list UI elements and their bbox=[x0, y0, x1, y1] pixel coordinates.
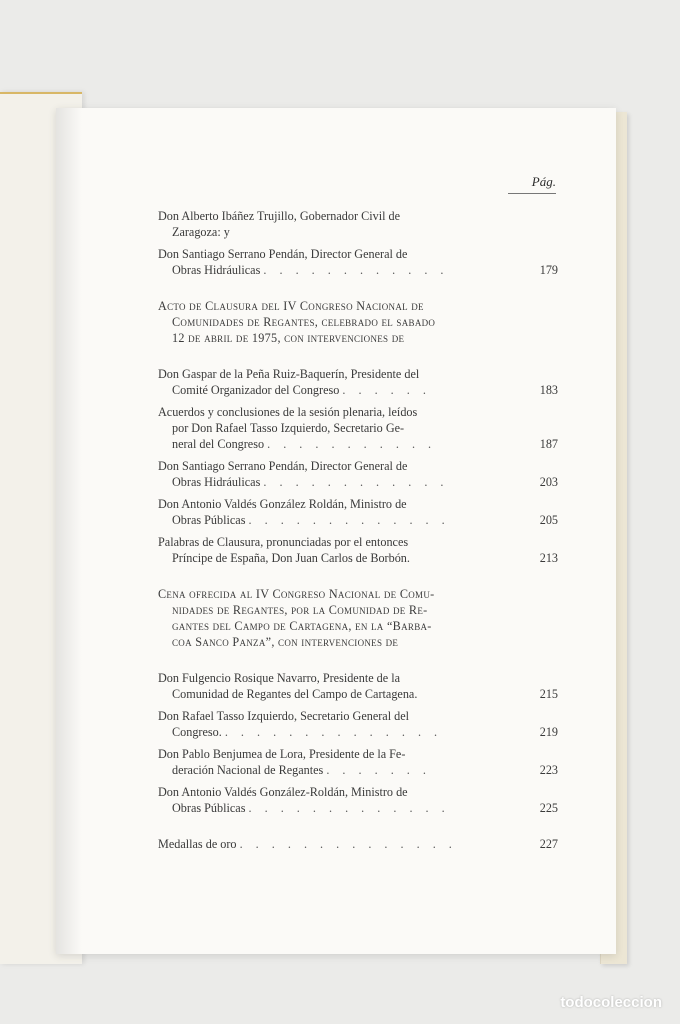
toc-entry-line bbox=[158, 262, 518, 278]
leader-dots: . . . . . . . . . . . . . bbox=[248, 513, 450, 527]
page-number: 213 bbox=[539, 551, 558, 565]
leader-dots: . . . . . . . . . . . . . . bbox=[239, 837, 457, 851]
toc-entry-line: Don Santiago Serrano Pendán, Director General de bbox=[158, 459, 408, 473]
toc-entry-line bbox=[158, 436, 518, 452]
leader-dots: . . . . . . bbox=[342, 383, 431, 397]
leader-dots: . . . . . . . . . . . . . bbox=[248, 801, 450, 815]
toc-entry-line bbox=[158, 836, 518, 852]
toc-entry-line bbox=[158, 800, 518, 816]
toc-entry-line bbox=[158, 762, 518, 778]
page-number: 179 bbox=[539, 263, 558, 277]
page-number: 215 bbox=[539, 687, 558, 701]
page-number: 203 bbox=[539, 475, 558, 489]
toc-entry-line bbox=[158, 382, 518, 398]
toc-entry bbox=[158, 534, 558, 566]
page-number: 227 bbox=[539, 837, 558, 851]
toc-entry-line bbox=[158, 724, 518, 740]
toc-entry-text: Obras Hidráulicas bbox=[172, 475, 261, 489]
toc-entry-line: Comunidad de Regantes del Campo de Cartagena. bbox=[172, 687, 418, 701]
toc-entry-line: Príncipe de España, Don Juan Carlos de Borbón. bbox=[172, 551, 410, 565]
leader-dots: . . . . . . . . . . . bbox=[267, 437, 437, 451]
section-heading bbox=[158, 586, 558, 650]
toc-entry-line: Don Gaspar de la Peña Ruiz-Baquerín, Presidente del bbox=[158, 367, 420, 381]
toc-entry-line: Zaragoza: y bbox=[172, 225, 230, 239]
leader-dots: . . . . . . . bbox=[326, 763, 431, 777]
page-number: 225 bbox=[539, 801, 558, 815]
section-line: gantes del Campo de Cartagena, en la “Barba- bbox=[172, 619, 432, 633]
toc-entry-line bbox=[158, 474, 518, 490]
book-page bbox=[56, 108, 616, 954]
toc-entry bbox=[158, 208, 558, 240]
table-of-contents bbox=[158, 208, 558, 852]
toc-entry bbox=[158, 836, 558, 852]
section-heading bbox=[158, 298, 558, 346]
toc-entry-line: Don Antonio Valdés González-Roldán, Ministro de bbox=[158, 785, 408, 799]
toc-entry bbox=[158, 366, 558, 398]
toc-entry-text: Obras Públicas bbox=[172, 801, 246, 815]
page-number: 223 bbox=[539, 763, 558, 777]
page-number: 219 bbox=[539, 725, 558, 739]
leader-dots: . . . . . . . . . . . . bbox=[263, 475, 449, 489]
toc-entry-line: Don Rafael Tasso Izquierdo, Secretario General del bbox=[158, 709, 410, 723]
toc-entry-line: Palabras de Clausura, pronunciadas por el entonces bbox=[158, 535, 409, 549]
toc-entry bbox=[158, 496, 558, 528]
toc-entry-text: Obras Hidráulicas bbox=[172, 263, 261, 277]
section-line: Cena ofrecida al IV Congreso Nacional de Comu- bbox=[158, 587, 435, 601]
toc-entry-line: por Don Rafael Tasso Izquierdo, Secretario Ge- bbox=[172, 421, 405, 435]
toc-entry-line: Don Alberto Ibáñez Trujillo, Gobernador Civil de bbox=[158, 209, 401, 223]
toc-entry-line: Don Antonio Valdés González Roldán, Ministro de bbox=[158, 497, 407, 511]
toc-entry-line: Acuerdos y conclusiones de la sesión plenaria, leídos bbox=[158, 405, 418, 419]
toc-entry-line: Don Pablo Benjumea de Lora, Presidente de la Fe- bbox=[158, 747, 406, 761]
toc-entry-text: Medallas de oro bbox=[158, 837, 237, 851]
section-line: Acto de Clausura del IV Congreso Nacional de bbox=[158, 299, 424, 313]
leader-dots: . . . . . . . . . . . . bbox=[263, 263, 449, 277]
toc-entry bbox=[158, 670, 558, 702]
page-number: 187 bbox=[539, 437, 558, 451]
section-line: nidades de Regantes, por la Comunidad de Re- bbox=[172, 603, 428, 617]
toc-entry-text: deración Nacional de Regantes bbox=[172, 763, 324, 777]
toc-entry-text: Obras Públicas bbox=[172, 513, 246, 527]
page-number: 183 bbox=[539, 383, 558, 397]
watermark-logo: todocoleccion bbox=[560, 994, 662, 1011]
page-column-header: Pág. bbox=[508, 174, 556, 194]
toc-entry bbox=[158, 784, 558, 816]
section-line: coa Sanco Panza”, con intervenciones de bbox=[172, 635, 399, 649]
toc-entry-text: Congreso. bbox=[172, 725, 222, 739]
toc-entry-text: neral del Congreso bbox=[172, 437, 265, 451]
section-line: 12 de abril de 1975, con intervenciones de bbox=[172, 331, 405, 345]
toc-entry-text: Comité Organizador del Congreso bbox=[172, 383, 340, 397]
toc-entry bbox=[158, 746, 558, 778]
toc-entry-line: Don Fulgencio Rosique Navarro, Presidente de la bbox=[158, 671, 401, 685]
toc-entry bbox=[158, 458, 558, 490]
page-number: 205 bbox=[539, 513, 558, 527]
toc-entry bbox=[158, 404, 558, 452]
toc-entry-line: Don Santiago Serrano Pendán, Director General de bbox=[158, 247, 408, 261]
toc-entry bbox=[158, 708, 558, 740]
toc-entry bbox=[158, 246, 558, 278]
section-line: Comunidades de Regantes, celebrado el sabado bbox=[172, 315, 436, 329]
toc-entry-line bbox=[158, 512, 518, 528]
leader-dots: . . . . . . . . . . . . . . bbox=[224, 725, 443, 739]
